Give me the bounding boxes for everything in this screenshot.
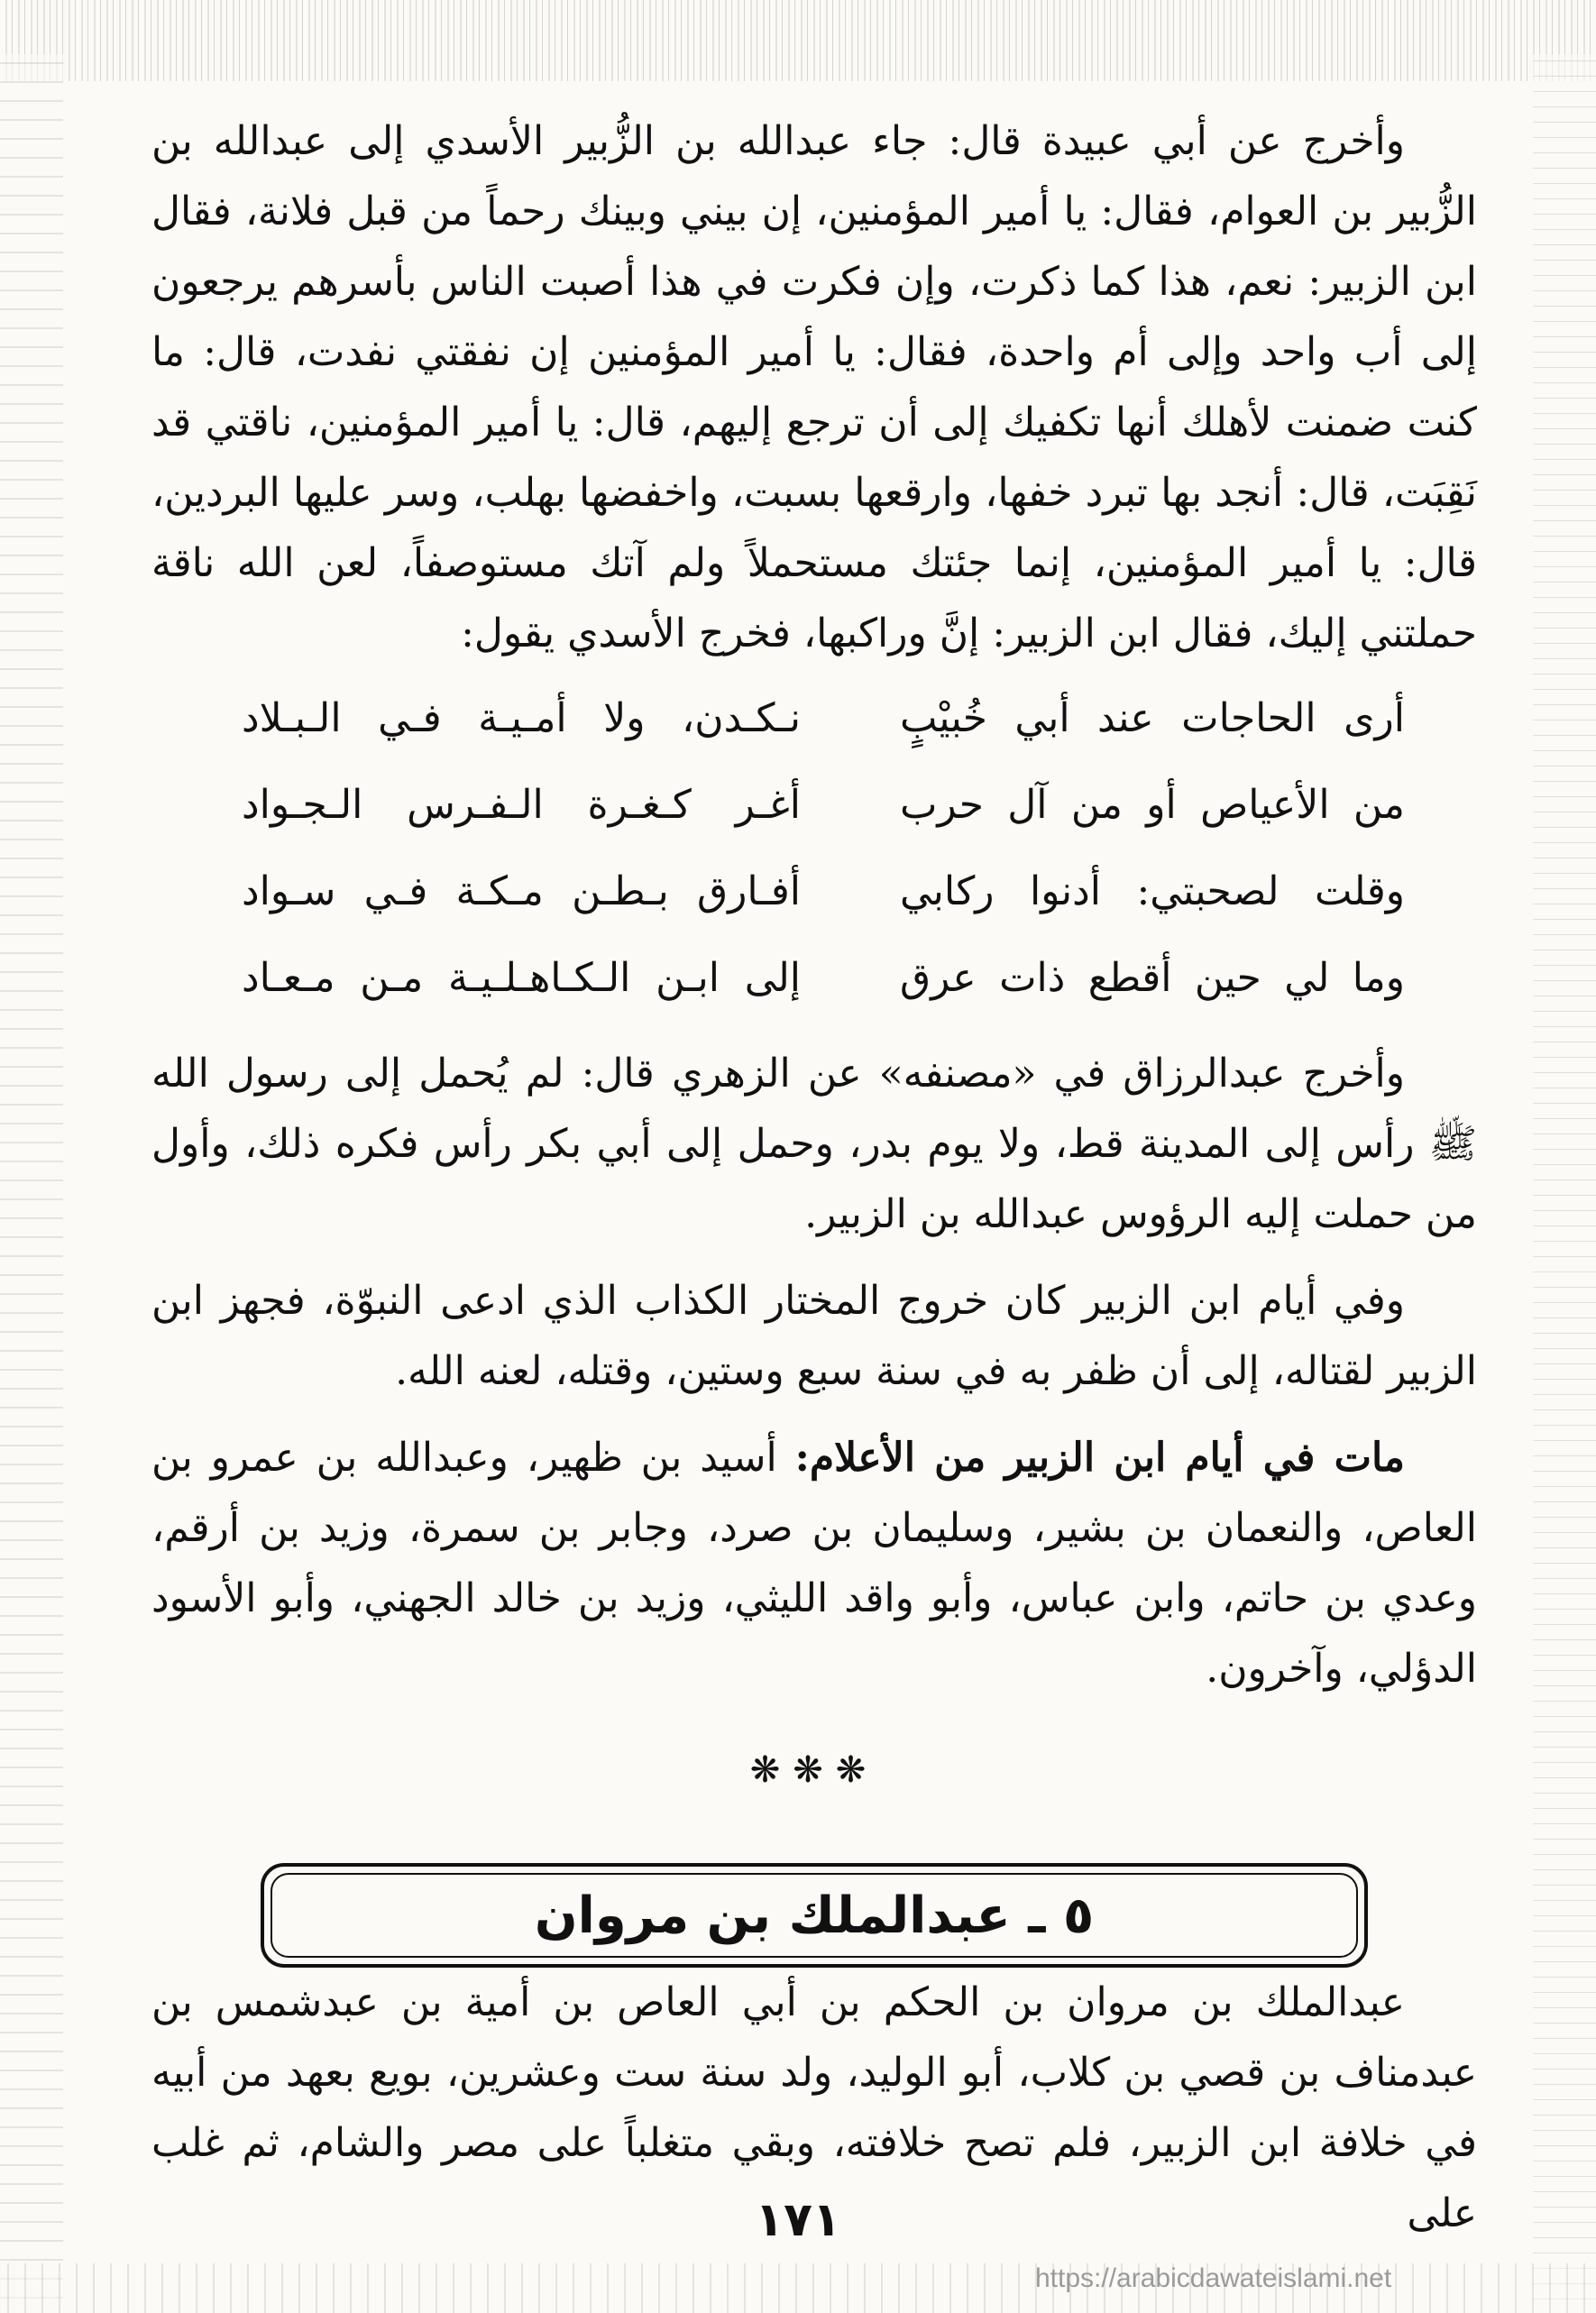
watermark-url: https://arabicdawateislami.net	[1035, 2263, 1392, 2293]
poem-verse	[151, 934, 1477, 1021]
paragraph-abdulrazzaq: وأخرج عبدالرزاق في «مصنفه» عن الزهري قال: لم يُحمل إلى رسول الله ﷺ رأس إلى المدينة قط، ولا يوم بدر، وحمل إلى أبي بكر رأس فكره ذلك، وأول من حملت إليه الرؤوس عبدالله بن الزبير.	[151, 1051, 1477, 1237]
poem-first-hemistich: من الأعياص أو من آل حرب	[900, 781, 1405, 828]
scan-edge-left	[0, 54, 63, 2313]
paragraph-deaths	[151, 1423, 1477, 1704]
poem-verse	[151, 848, 1477, 934]
paragraph-ibn-zubayr-asadi: وأخرج عن أبي عبيدة قال: جاء عبدالله بن الزُّبير الأسدي إلى عبدالله بن الزُّبير بن العوام، فقال: يا أمير المؤمنين، إن بيني وبينك رحماً من قبل فلانة، فقال ابن الزبير: نعم، هذا كما ذكرت، وإن فكرت في هذا أصبت الناس بأسرهم يرجعون إلى أب واحد وإلى أم واحدة، فقال: يا أمير المؤمنين إن نفقتي نفدت، قال: ما كنت ضمنت لأهلك أنها تكفيك إلى أن ترجع إليهم، قال: يا أمير المؤمنين، ناقتي قد نَقِبَت، قال: أنجد بها تبرد خفها، وارقعها بسبت، واخفضها بهلب، وسر عليها البردين، قال: يا أمير المؤمنين، إنما جئتك مستحملاً ولم آتك مستوصفاً، لعن الله ناقة حملتني إليك، فقال ابن الزبير: إنَّ وراكبها، فخرج الأسدي يقول:	[151, 118, 1477, 656]
poem-second-hemistich: إلى ابـن الـكـاهـلـيـة مـن مـعـاد	[242, 954, 801, 1001]
poem-first-hemistich: وما لي حين أقطع ذات عرق	[900, 954, 1405, 1001]
chapter-heading-frame	[261, 1863, 1368, 1968]
page-number: ١٧١	[755, 2193, 841, 2247]
chapter-title: ٥ ـ عبدالملك بن مروان	[534, 1886, 1095, 1945]
poem-second-hemistich: أغـر كـغـرة الـفـرس الـجـواد	[242, 781, 801, 828]
paragraph-abdulmalik: عبدالملك بن مروان بن الحكم بن أبي العاص بن أمية بن عبدشمس بن عبدمناف بن قصي بن كلاب، أبو الوليد، ولد سنة ست وعشرين، بويع بعهد من أبيه في خلافة ابن الزبير، فلم تصح خلافته، وبقي متغلباً على مصر والشام، ثم غلب على	[151, 1979, 1477, 2236]
poem-first-hemistich: وقلت لصحبتي: أدنوا ركابي	[900, 867, 1405, 914]
poem-second-hemistich: نـكـدن، ولا أمـيـة فـي الـبـلاد	[242, 694, 801, 741]
deaths-list: أسيد بن ظهير، وعبدالله بن عمرو بن العاص، والنعمان بن بشير، وسليمان بن صرد، وجابر بن سمرة، وزيد بن أرقم، وعدي بن حاتم، وابن عباس، وأبو واقد الليثي، وزيد بن خالد الجهني، وأبو الأسود الدؤلي، وآخرون.	[151, 1435, 1477, 1692]
poem	[151, 675, 1477, 1021]
paragraph-mukhtar: وفي أيام ابن الزبير كان خروج المختار الكذاب الذي ادعى النبوّة، فجهز ابن الزبير لقتاله، إلى أن ظفر به في سنة سبع وستين، وقتله، لعنه الله.	[151, 1278, 1477, 1394]
poem-first-hemistich: أرى الحاجات عند أبي خُبيْبٍ	[900, 694, 1405, 741]
section-separator: ❋❋❋	[749, 1749, 879, 1791]
poem-second-hemistich: أفـارق بـطـن مـكـة فـي سـواد	[242, 867, 801, 914]
poem-verse	[151, 675, 1477, 761]
deaths-heading: مات في أيام ابن الزبير من الأعلام:	[794, 1435, 1405, 1481]
poem-verse	[151, 761, 1477, 848]
page-body	[151, 106, 1477, 2249]
scan-edge-top	[0, 0, 1596, 81]
scan-edge-right	[1533, 54, 1596, 2313]
